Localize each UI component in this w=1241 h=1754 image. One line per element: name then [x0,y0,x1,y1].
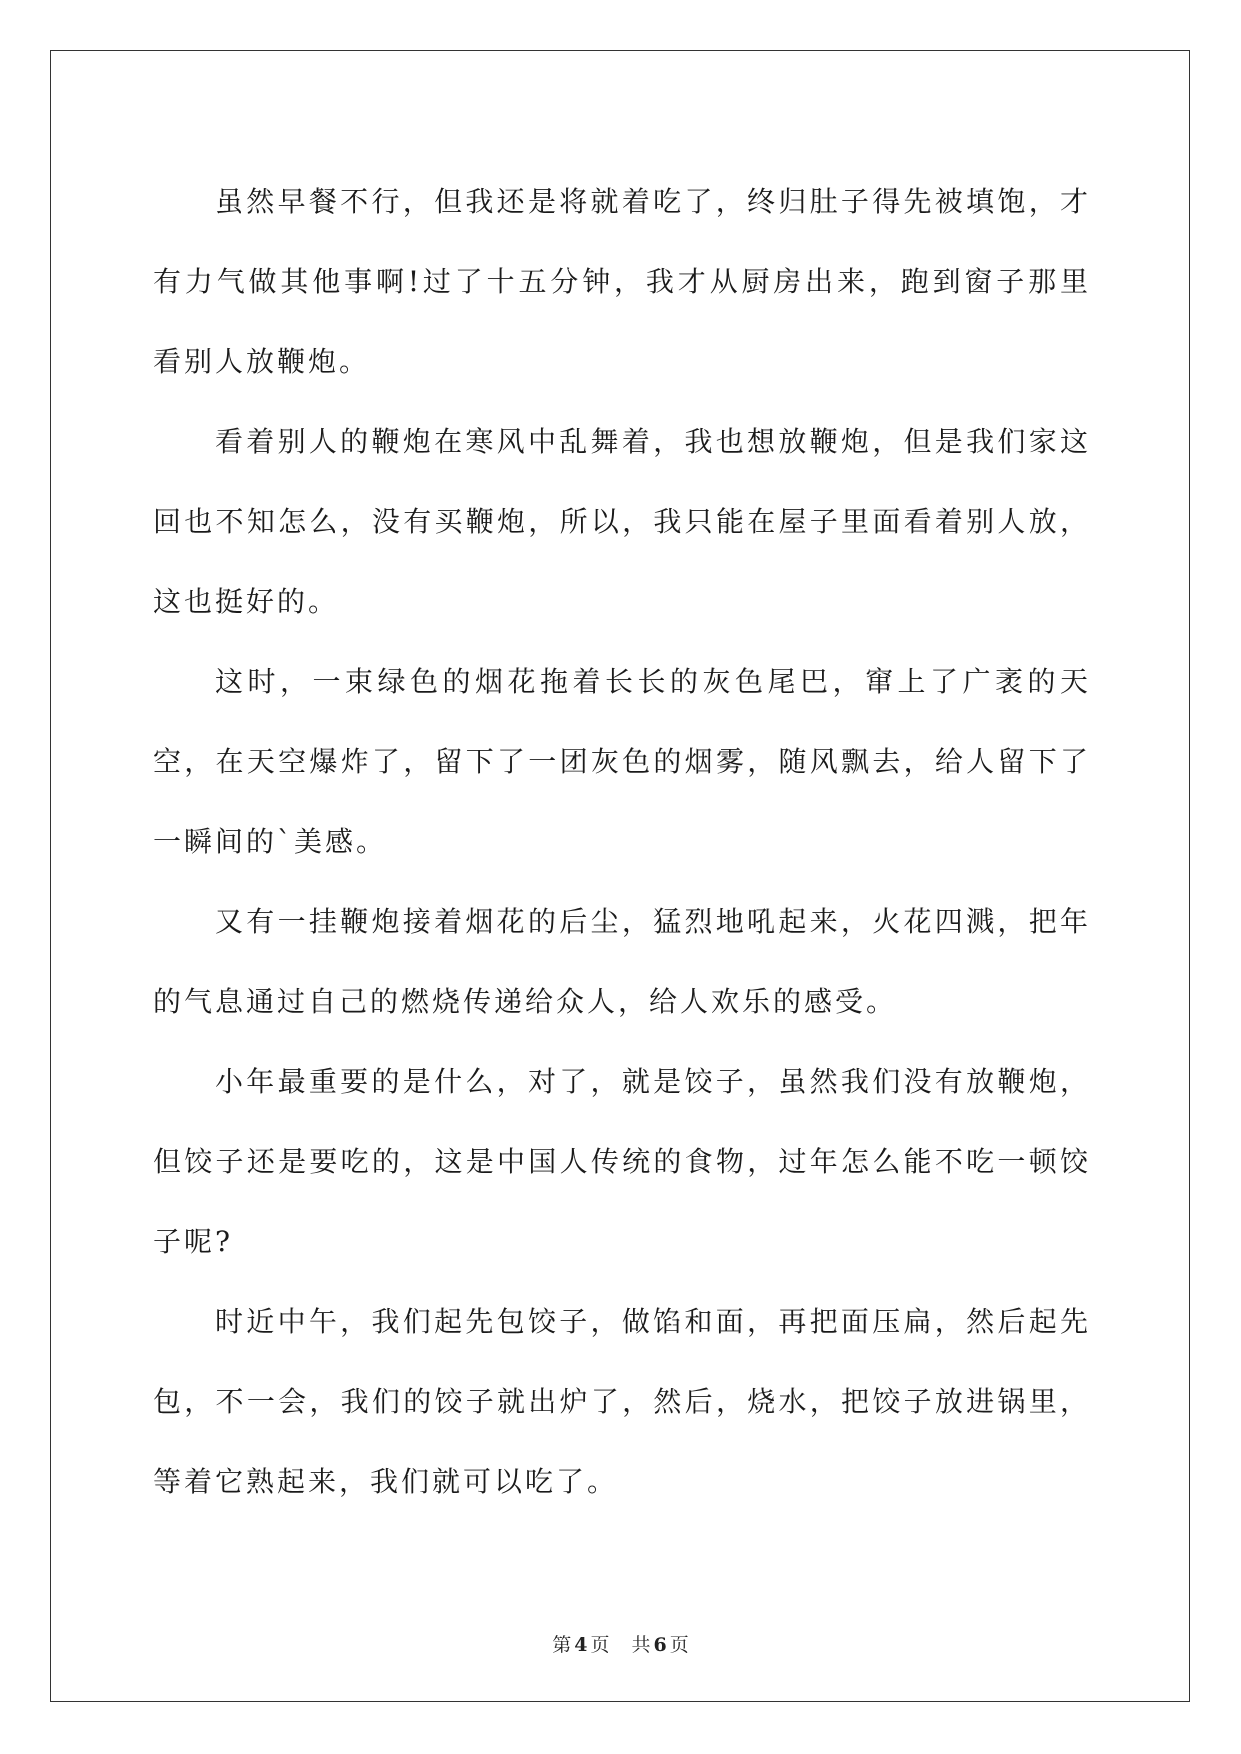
page-footer [0,1630,1241,1657]
page-number-current: 4 [574,1634,588,1656]
page-total-unit: 页 [669,1634,689,1656]
paragraph-6: 时近中午，我们起先包饺子，做馅和面，再把面压扁，然后起先包，不一会，我们的饺子就出炉了，然后，烧水，把饺子放进锅里，等着它熟起来，我们就可以吃了。 [153,1305,1091,1498]
paragraph-2: 看着别人的鞭炮在寒风中乱舞着，我也想放鞭炮，但是我们家这回也不知怎么，没有买鞭炮，所以，我只能在屋子里面看着别人放，这也挺好的。 [153,425,1091,618]
paragraph-1: 虽然早餐不行，但我还是将就着吃了，终归肚子得先被填饱，才有力气做其他事啊!过了十五分钟，我才从厨房出来，跑到窗子那里看别人放鞭炮。 [153,185,1091,378]
paragraph-4: 又有一挂鞭炮接着烟花的后尘，猛烈地吼起来，火花四溅，把年的气息通过自己的燃烧传递给众人，给人欢乐的感受。 [153,905,1091,1018]
page-total: 6 [653,1634,667,1656]
paragraph-5: 小年最重要的是什么，对了，就是饺子，虽然我们没有放鞭炮，但饺子还是要吃的，这是中国人传统的食物，过年怎么能不吃一顿饺子呢? [153,1065,1091,1258]
page-number-prefix: 第 [552,1634,572,1656]
paragraph-3: 这时，一束绿色的烟花拖着长长的灰色尾巴，窜上了广袤的天空，在天空爆炸了，留下了一团灰色的烟雾，随风飘去，给人留下了一瞬间的`美感。 [153,665,1091,858]
page-number-unit: 页 [590,1634,610,1656]
document-body [153,162,1091,1522]
page-total-prefix: 共 [631,1634,651,1656]
